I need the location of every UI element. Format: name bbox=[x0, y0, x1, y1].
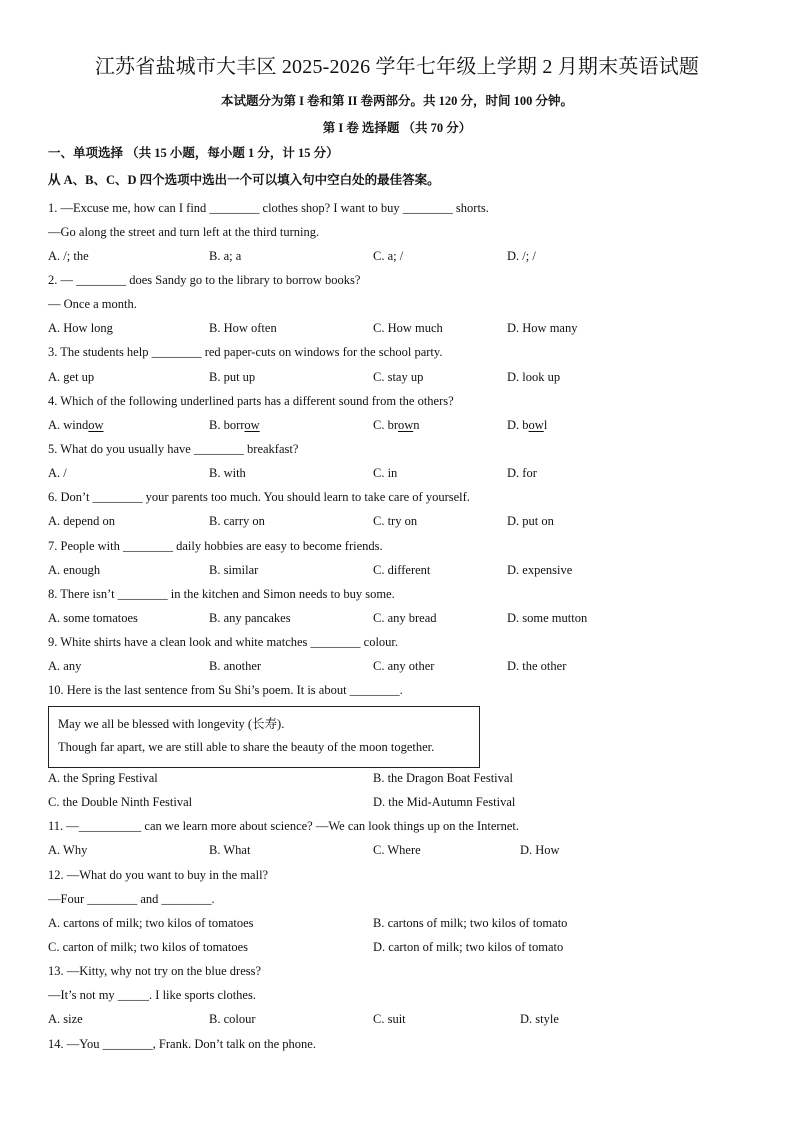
q4-option-b-text: B. borr bbox=[209, 418, 245, 432]
q4-option-d-text-end: l bbox=[543, 418, 548, 432]
q4-stem: 4. Which of the following underlined parts has a different sound from the others? bbox=[48, 394, 454, 408]
q4-option-a-underlined: ow bbox=[88, 418, 104, 432]
q10-stem: 10. Here is the last sentence from Su Shi’s poem. It is about ________. bbox=[48, 683, 403, 697]
q14-stem: 14. —You ________, Frank. Don’t talk on the phone. bbox=[48, 1037, 316, 1051]
q2-stem-2: — Once a month. bbox=[48, 297, 137, 311]
q11-option-c: C. Where bbox=[373, 843, 421, 857]
q6-option-d: D. put on bbox=[507, 514, 554, 528]
q11-stem: 11. —__________ can we learn more about science? —We can look things up on the Internet. bbox=[48, 819, 519, 833]
q1-stem: 1. —Excuse me, how can I find ________ clothes shop? I want to buy ________ shorts. bbox=[48, 201, 489, 215]
q6-option-c: C. try on bbox=[373, 514, 418, 528]
q2-option-b: B. How often bbox=[209, 321, 277, 335]
q6-option-a: A. depend on bbox=[48, 514, 115, 528]
q13-option-a: A. size bbox=[48, 1012, 83, 1026]
q4-option-c-text-end: n bbox=[413, 418, 420, 432]
q8-option-d: D. some mutton bbox=[507, 611, 588, 625]
q13-option-d: D. style bbox=[520, 1012, 559, 1026]
q2-option-d: D. How many bbox=[507, 321, 578, 335]
q10-option-b: B. the Dragon Boat Festival bbox=[373, 771, 513, 785]
q4-option-b-underlined: ow bbox=[244, 418, 260, 432]
q10-option-c: C. the Double Ninth Festival bbox=[48, 795, 193, 809]
q4-option-c bbox=[373, 417, 420, 433]
q4-option-c-underlined: ow bbox=[398, 418, 414, 432]
q12-stem: 12. —What do you want to buy in the mall? bbox=[48, 868, 269, 882]
q9-stem: 9. White shirts have a clean look and white matches ________ colour. bbox=[48, 635, 399, 649]
exam-title: 江苏省盐城市大丰区 2025-2026 学年七年级上学期 2 月期末英语试题 bbox=[94, 56, 700, 78]
poem-line-2: Though far apart, we are still able to share the beauty of the moon together. bbox=[58, 740, 435, 754]
q1-stem-2: —Go along the street and turn left at the third turning. bbox=[48, 225, 320, 239]
q4-option-d bbox=[507, 417, 547, 433]
section1-instruction: 从 A、B、C、D 四个选项中选出一个可以填入句中空白处的最佳答案。 bbox=[48, 173, 440, 187]
q1-option-c: C. a; / bbox=[373, 249, 404, 263]
part1-heading: 第 I 卷 选择题 （共 70 分） bbox=[322, 121, 472, 135]
q3-option-c: C. stay up bbox=[373, 370, 424, 384]
q10-option-d: D. the Mid-Autumn Festival bbox=[373, 795, 516, 809]
q8-option-c: C. any bread bbox=[373, 611, 437, 625]
q5-option-c: C. in bbox=[373, 466, 398, 480]
q4-option-d-text: D. b bbox=[507, 418, 529, 432]
q2-option-a: A. How long bbox=[48, 321, 113, 335]
poem-box bbox=[48, 706, 480, 768]
q8-stem: 8. There isn’t ________ in the kitchen and Simon needs to buy some. bbox=[48, 587, 395, 601]
q7-stem: 7. People with ________ daily hobbies are easy to become friends. bbox=[48, 539, 383, 553]
q8-option-b: B. any pancakes bbox=[209, 611, 291, 625]
q7-option-c: C. different bbox=[373, 563, 431, 577]
q8-option-a: A. some tomatoes bbox=[48, 611, 138, 625]
q1-option-b: B. a; a bbox=[209, 249, 242, 263]
q13-option-c: C. suit bbox=[373, 1012, 406, 1026]
q4-option-d-underlined: ow bbox=[528, 418, 544, 432]
q12-option-a: A. cartons of milk; two kilos of tomatoes bbox=[48, 916, 254, 930]
q12-option-c: C. carton of milk; two kilos of tomatoes bbox=[48, 940, 248, 954]
q13-option-b: B. colour bbox=[209, 1012, 256, 1026]
q4-option-a-text: A. wind bbox=[48, 418, 89, 432]
q7-option-b: B. similar bbox=[209, 563, 259, 577]
q10-option-a: A. the Spring Festival bbox=[48, 771, 158, 785]
q9-option-c: C. any other bbox=[373, 659, 435, 673]
q3-stem: 3. The students help ________ red paper-cuts on windows for the school party. bbox=[48, 345, 443, 359]
poem-line-1: May we all be blessed with longevity (长寿). bbox=[58, 717, 285, 731]
q11-option-a: A. Why bbox=[48, 843, 88, 857]
q12-option-d: D. carton of milk; two kilos of tomato bbox=[373, 940, 564, 954]
q7-option-a: A. enough bbox=[48, 563, 101, 577]
q6-stem: 6. Don’t ________ your parents too much. You should learn to take care of yourself. bbox=[48, 490, 470, 504]
q13-stem-2: —It’s not my _____. I like sports clothes. bbox=[48, 988, 256, 1002]
q4-option-c-text: C. br bbox=[373, 418, 398, 432]
q11-option-d: D. How bbox=[520, 843, 560, 857]
q5-option-d: D. for bbox=[507, 466, 537, 480]
q12-stem-2: —Four ________ and ________. bbox=[48, 892, 215, 906]
q1-option-a: A. /; the bbox=[48, 249, 89, 263]
q3-option-a: A. get up bbox=[48, 370, 95, 384]
q2-option-c: C. How much bbox=[373, 321, 443, 335]
q5-option-b: B. with bbox=[209, 466, 246, 480]
q2-stem: 2. — ________ does Sandy go to the library to borrow books? bbox=[48, 273, 361, 287]
q6-option-b: B. carry on bbox=[209, 514, 265, 528]
q4-option-b bbox=[209, 417, 260, 433]
section1-heading: 一、单项选择 （共 15 小题，每小题 1 分，计 15 分） bbox=[48, 146, 339, 160]
q3-option-d: D. look up bbox=[507, 370, 561, 384]
q12-option-b: B. cartons of milk; two kilos of tomato bbox=[373, 916, 568, 930]
q13-stem: 13. —Kitty, why not try on the blue dress? bbox=[48, 964, 262, 978]
q1-option-d: D. /; / bbox=[507, 249, 536, 263]
q3-option-b: B. put up bbox=[209, 370, 256, 384]
q11-option-b: B. What bbox=[209, 843, 251, 857]
q7-option-d: D. expensive bbox=[507, 563, 573, 577]
q5-stem: 5. What do you usually have ________ breakfast? bbox=[48, 442, 299, 456]
q4-option-a bbox=[48, 417, 104, 433]
q9-option-b: B. another bbox=[209, 659, 262, 673]
q9-option-d: D. the other bbox=[507, 659, 567, 673]
q5-option-a: A. / bbox=[48, 466, 67, 480]
q9-option-a: A. any bbox=[48, 659, 82, 673]
exam-intro: 本试题分为第 I 卷和第 II 卷两部分。共 120 分，时间 100 分钟。 bbox=[220, 94, 574, 108]
